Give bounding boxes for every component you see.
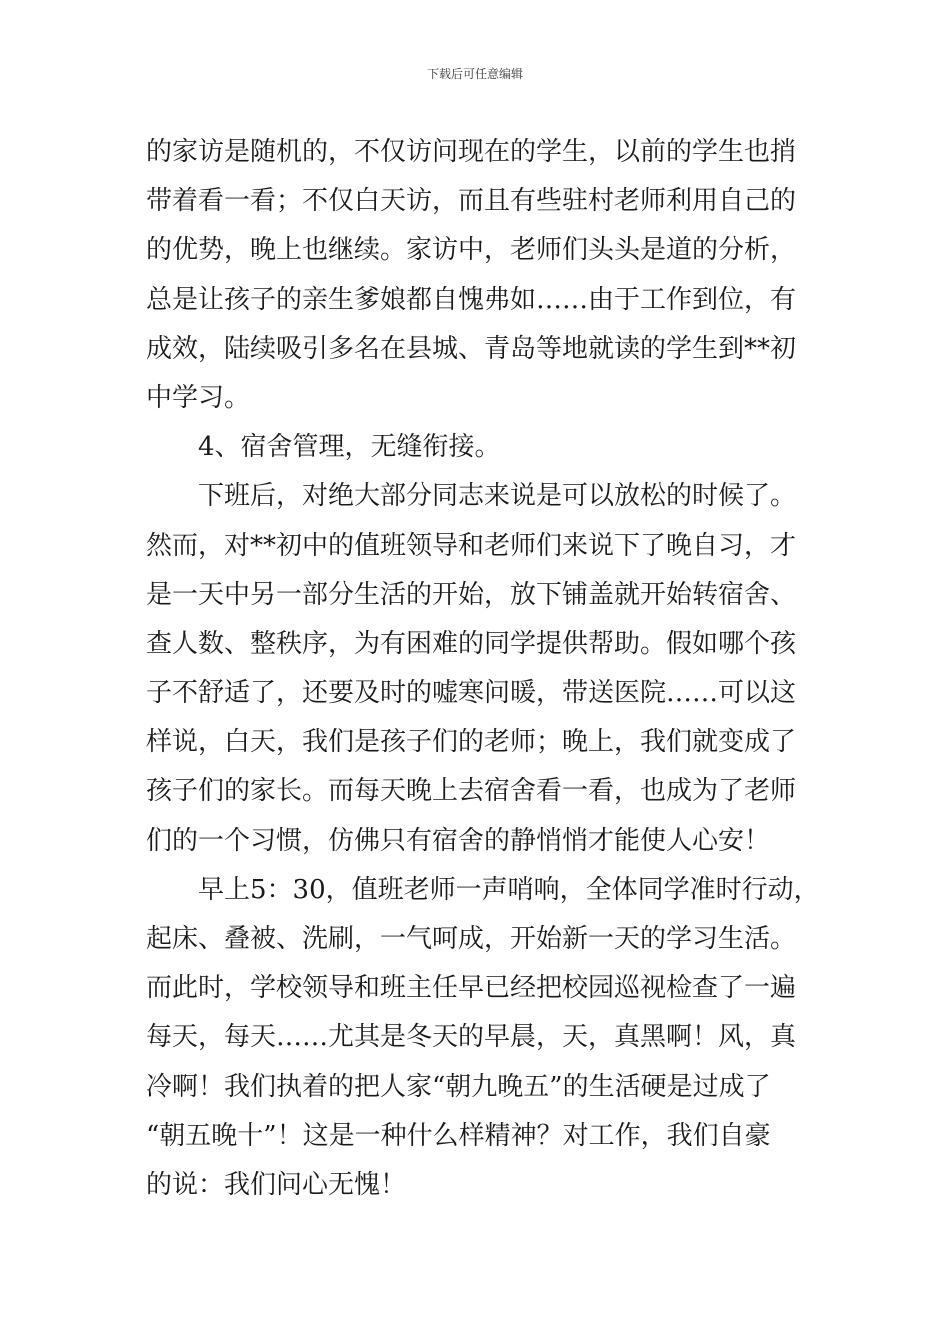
text-line: 然而，对**初中的值班领导和老师们来说下了晚自习，才 [146,530,797,561]
text-line: “朝五晚十”！这是一种什么样精神？对工作，我们自豪 [146,1120,771,1151]
text-line: 起床、叠被、洗刷，一气呵成，开始新一天的学习生活。 [146,924,797,954]
text-line: 带着看一看；不仅白天访，而且有些驻村老师利用自己的 [146,186,797,217]
text-line: 下班后，对绝大部分同志来说是可以放松的时候了。 [198,481,797,512]
text-line: 孩子们的家长。而每天晚上去宿舍看一看，也成为了老师 [146,776,797,807]
document-body [146,128,820,1210]
text-line: 冷啊！我们执着的把人家“朝九晚五”的生活硬是过成了 [146,1071,771,1102]
text-line: 而此时，学校领导和班主任早已经把校园巡视检查了一遍 [146,973,797,1004]
text-line: 是一天中另一部分生活的开始，放下铺盖就开始转宿舍、 [146,579,797,610]
text-line: 总是让孩子的亲生爹娘都自愧弗如……由于工作到位，有 [146,284,797,315]
text-line: 查人数、整秩序，为有困难的同学提供帮助。假如哪个孩 [146,628,797,659]
text-line: 们的一个习惯，仿佛只有宿舍的静悄悄才能使人心安！ [146,825,771,856]
text-line: 中学习。 [146,382,251,413]
text-line: 的家访是随机的，不仅访问现在的学生，以前的学生也捎 [146,137,797,167]
text-line: 子不舒适了，还要及时的嘘寒问暖，带送医院……可以这 [146,678,797,709]
page-header [0,66,950,82]
text-line: 每天，每天……尤其是冬天的早晨，天，真黑啊！风，真 [146,1022,797,1053]
header-text: 下载后可任意编辑 [426,67,523,81]
text-line: 样说，白天，我们是孩子们的老师；晚上，我们就变成了 [146,727,797,758]
text-line: 成效，陆续吸引多名在县城、青岛等地就读的学生到**初 [146,333,797,364]
text-line: 早上5：30，值班老师一声哨响，全体同学准时行动， [198,874,820,905]
text-line: 4、宿舍管理，无缝衔接。 [198,432,501,463]
text-line: 的优势，晚上也继续。家访中，老师们头头是道的分析， [146,235,797,266]
text-line: 的说：我们问心无愧！ [146,1169,407,1200]
